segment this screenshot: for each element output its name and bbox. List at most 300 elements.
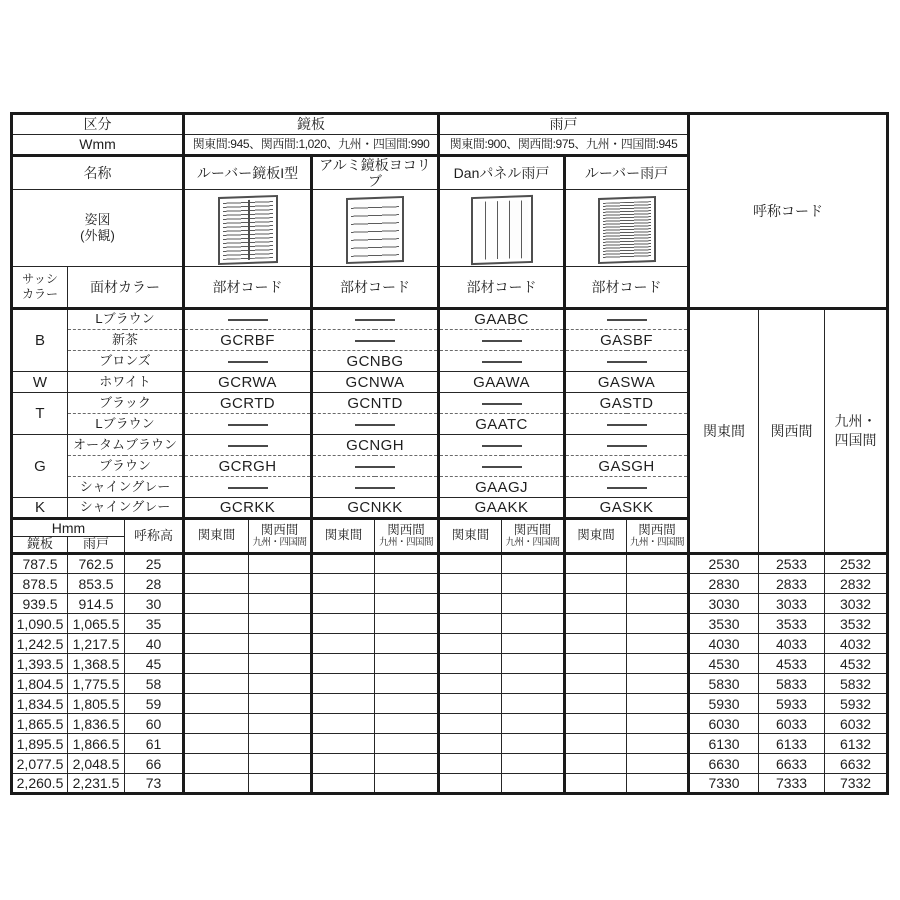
menzai-color-name: オータムブラウン xyxy=(68,435,184,456)
figure-cell xyxy=(439,190,565,267)
no-code-dash xyxy=(607,487,647,489)
buzai-code-cell: GASTD xyxy=(565,393,689,414)
empty-code-cell xyxy=(312,554,375,574)
empty-code-cell xyxy=(502,554,565,574)
sub-header-kansai-kyushu xyxy=(249,519,312,554)
kosho-daka-label: 呼称高 xyxy=(125,519,184,554)
empty-code-cell xyxy=(312,754,375,774)
buzai-code-label: 部材コード xyxy=(184,267,312,309)
product-name-louver-kagamiita: ルーバー鏡板I型 xyxy=(184,156,312,190)
h-amado-value: 2,048.5 xyxy=(68,754,125,774)
empty-code-cell xyxy=(249,574,312,594)
buzai-code-cell: GCRWA xyxy=(184,372,312,393)
buzai-code-label: 部材コード xyxy=(312,267,439,309)
kosho-code-value: 3030 xyxy=(689,594,759,614)
h-amado-value: 2,231.5 xyxy=(68,774,125,794)
empty-code-cell xyxy=(502,734,565,754)
size-row xyxy=(12,694,888,714)
menzai-color-label: 面材カラー xyxy=(68,267,184,309)
buzai-code-cell xyxy=(565,309,689,330)
no-code-dash xyxy=(355,466,395,468)
sugata-line2: (外観) xyxy=(80,228,115,244)
kosho-code-value: 3032 xyxy=(825,594,888,614)
kosho-daka-value: 66 xyxy=(125,754,184,774)
empty-code-cell xyxy=(502,694,565,714)
size-row xyxy=(12,714,888,734)
h-kagamiita-value: 1,895.5 xyxy=(12,734,68,754)
buzai-code-cell: GAAKK xyxy=(439,498,565,519)
kosho-code-value: 2530 xyxy=(689,554,759,574)
empty-code-cell xyxy=(439,554,502,574)
sub-header-kansai-kyushu xyxy=(502,519,565,554)
empty-code-cell xyxy=(184,654,249,674)
sub-kyushu-text: 九州・四国間 xyxy=(505,536,560,548)
empty-code-cell xyxy=(312,734,375,754)
figure-cell xyxy=(184,190,312,267)
empty-code-cell xyxy=(312,774,375,794)
h-kagamiita-value: 939.5 xyxy=(12,594,68,614)
kosho-code-value: 6132 xyxy=(825,734,888,754)
buzai-code-cell: GASBF xyxy=(565,330,689,351)
empty-code-cell xyxy=(375,694,439,714)
kosho-code-value: 6630 xyxy=(689,754,759,774)
empty-code-cell xyxy=(627,734,689,754)
buzai-code-cell xyxy=(439,351,565,372)
kosho-code-value: 5932 xyxy=(825,694,888,714)
empty-code-cell xyxy=(502,594,565,614)
empty-code-cell xyxy=(184,774,249,794)
buzai-code-cell: GCNWA xyxy=(312,372,439,393)
empty-code-cell xyxy=(627,614,689,634)
region-header: 九州・ 四国間 xyxy=(825,309,888,554)
h-kagamiita-value: 1,804.5 xyxy=(12,674,68,694)
kosho-daka-value: 35 xyxy=(125,614,184,634)
empty-code-cell xyxy=(312,574,375,594)
empty-code-cell xyxy=(184,694,249,714)
empty-code-cell xyxy=(502,654,565,674)
empty-code-cell xyxy=(312,594,375,614)
kosho-code-value: 7332 xyxy=(825,774,888,794)
buzai-code-label: 部材コード xyxy=(565,267,689,309)
sash-color-T: T xyxy=(12,393,68,435)
wmm-label: Wmm xyxy=(12,135,184,156)
buzai-code-cell xyxy=(184,309,312,330)
buzai-code-cell: GASWA xyxy=(565,372,689,393)
empty-code-cell xyxy=(502,674,565,694)
h-kagamiita-value: 1,834.5 xyxy=(12,694,68,714)
empty-code-cell xyxy=(312,714,375,734)
figure-cell xyxy=(565,190,689,267)
empty-code-cell xyxy=(502,754,565,774)
no-code-dash xyxy=(228,424,268,426)
kosho-code-value: 4033 xyxy=(759,634,825,654)
sub-kansai-text: 関西間 xyxy=(638,523,676,538)
empty-code-cell xyxy=(312,634,375,654)
menzai-color-name: シャイングレー xyxy=(68,498,184,519)
sub-kansai-text: 関西間 xyxy=(387,523,425,538)
sub-header-kanto: 関東間 xyxy=(565,519,627,554)
empty-code-cell xyxy=(312,654,375,674)
empty-code-cell xyxy=(502,774,565,794)
size-row xyxy=(12,734,888,754)
empty-code-cell xyxy=(565,734,627,754)
buzai-code-cell xyxy=(439,456,565,477)
empty-code-cell xyxy=(249,594,312,614)
sash-color-G: G xyxy=(12,435,68,498)
empty-code-cell xyxy=(439,654,502,674)
no-code-dash xyxy=(355,487,395,489)
buzai-code-cell: GASGH xyxy=(565,456,689,477)
h-kagamiita-value: 2,260.5 xyxy=(12,774,68,794)
no-code-dash xyxy=(228,445,268,447)
empty-code-cell xyxy=(249,754,312,774)
kosho-code-value: 2832 xyxy=(825,574,888,594)
kosho-code-value: 4032 xyxy=(825,634,888,654)
h-kagamiita-value: 1,090.5 xyxy=(12,614,68,634)
empty-code-cell xyxy=(627,654,689,674)
menzai-color-name: ホワイト xyxy=(68,372,184,393)
buzai-code-cell xyxy=(184,414,312,435)
sub-kansai-text: 関西間 xyxy=(513,523,552,538)
hmm-label: Hmm xyxy=(12,519,125,537)
buzai-code-cell: GAAGJ xyxy=(439,477,565,498)
empty-code-cell xyxy=(439,634,502,654)
empty-code-cell xyxy=(312,614,375,634)
menzai-color-name: ブラウン xyxy=(68,456,184,477)
h-amado-value: 853.5 xyxy=(68,574,125,594)
no-code-dash xyxy=(228,319,268,321)
kosho-code-value: 6133 xyxy=(759,734,825,754)
empty-code-cell xyxy=(249,734,312,754)
empty-code-cell xyxy=(627,754,689,774)
empty-code-cell xyxy=(439,574,502,594)
buzai-code-label: 部材コード xyxy=(439,267,565,309)
kosho-code-value: 5833 xyxy=(759,674,825,694)
kosho-daka-value: 45 xyxy=(125,654,184,674)
empty-code-cell xyxy=(184,674,249,694)
buzai-code-cell: GAATC xyxy=(439,414,565,435)
buzai-code-cell: GCRKK xyxy=(184,498,312,519)
kosho-code-value: 4530 xyxy=(689,654,759,674)
sash-color-label xyxy=(12,267,68,309)
kosho-code-value: 3533 xyxy=(759,614,825,634)
empty-code-cell xyxy=(439,734,502,754)
no-code-dash xyxy=(228,361,268,363)
sugata-line1: 姿図 xyxy=(84,211,111,227)
no-code-dash xyxy=(355,424,395,426)
sub-header-kanto: 関東間 xyxy=(184,519,249,554)
product-name-louver-amado: ルーバー雨戸 xyxy=(565,156,689,190)
empty-code-cell xyxy=(184,754,249,774)
sash-line2: カラー xyxy=(21,287,58,302)
size-row xyxy=(12,594,888,614)
kosho-code-value: 3033 xyxy=(759,594,825,614)
kosho-code-value: 3530 xyxy=(689,614,759,634)
h-amado-value: 914.5 xyxy=(68,594,125,614)
empty-code-cell xyxy=(439,774,502,794)
kosho-code-value: 5830 xyxy=(689,674,759,694)
menzai-color-name: Lブラウン xyxy=(68,414,184,435)
empty-code-cell xyxy=(249,774,312,794)
empty-code-cell xyxy=(565,554,627,574)
empty-code-cell xyxy=(502,714,565,734)
buzai-code-cell xyxy=(565,351,689,372)
sub-kyushu-text: 九州・四国間 xyxy=(379,536,434,548)
empty-code-cell xyxy=(627,574,689,594)
kosho-code-value: 5933 xyxy=(759,694,825,714)
kosho-daka-value: 73 xyxy=(125,774,184,794)
kosho-code-value: 2532 xyxy=(825,554,888,574)
sub-header-kansai-kyushu xyxy=(375,519,439,554)
empty-code-cell xyxy=(565,574,627,594)
kosho-daka-value: 61 xyxy=(125,734,184,754)
kosho-code-value: 6632 xyxy=(825,754,888,774)
dense-louver-figure-icon xyxy=(598,196,656,264)
product-name-alumi-kagamiita: アルミ鏡板ヨコリブ xyxy=(312,156,439,190)
kosho-code-value: 4030 xyxy=(689,634,759,654)
empty-code-cell xyxy=(375,734,439,754)
empty-code-cell xyxy=(565,774,627,794)
sub-header-kanto: 関東間 xyxy=(439,519,502,554)
h-kagamiita-value: 1,242.5 xyxy=(12,634,68,654)
group-amado-label: 雨戸 xyxy=(439,114,689,135)
empty-code-cell xyxy=(565,694,627,714)
empty-code-cell xyxy=(375,594,439,614)
sub-kansai-text: 関西間 xyxy=(260,523,299,538)
buzai-code-cell xyxy=(312,456,439,477)
empty-code-cell xyxy=(565,634,627,654)
buzai-code-cell: GAABC xyxy=(439,309,565,330)
empty-code-cell xyxy=(375,714,439,734)
size-row xyxy=(12,654,888,674)
empty-code-cell xyxy=(627,554,689,574)
buzai-code-cell: GCNGH xyxy=(312,435,439,456)
kosho-code-value: 6033 xyxy=(759,714,825,734)
empty-code-cell xyxy=(375,554,439,574)
empty-code-cell xyxy=(565,674,627,694)
empty-code-cell xyxy=(439,754,502,774)
size-row xyxy=(12,634,888,654)
no-code-dash xyxy=(607,424,647,426)
buzai-code-cell: GCRBF xyxy=(184,330,312,351)
empty-code-cell xyxy=(375,674,439,694)
menzai-color-name: Lブラウン xyxy=(68,309,184,330)
buzai-code-cell xyxy=(312,309,439,330)
h-amado-value: 1,805.5 xyxy=(68,694,125,714)
color-code-row xyxy=(12,309,888,330)
no-code-dash xyxy=(482,403,522,405)
no-code-dash xyxy=(482,466,522,468)
hmm-kagamiita-label: 鏡板 xyxy=(12,537,68,554)
empty-code-cell xyxy=(184,614,249,634)
empty-code-cell xyxy=(249,614,312,634)
empty-code-cell xyxy=(249,634,312,654)
no-code-dash xyxy=(607,319,647,321)
empty-code-cell xyxy=(249,714,312,734)
menzai-color-name: シャイングレー xyxy=(68,477,184,498)
kosho-code-value: 4533 xyxy=(759,654,825,674)
h-amado-value: 762.5 xyxy=(68,554,125,574)
no-code-dash xyxy=(228,487,268,489)
kosho-daka-value: 58 xyxy=(125,674,184,694)
figure-cell xyxy=(312,190,439,267)
buzai-code-cell: GCRGH xyxy=(184,456,312,477)
wmm-kagamiita-value: 関東間:945、関西間:1,020、九州・四国間:990 xyxy=(184,135,439,156)
sash-color-W: W xyxy=(12,372,68,393)
empty-code-cell xyxy=(184,594,249,614)
buzai-code-cell: GCNTD xyxy=(312,393,439,414)
buzai-code-cell xyxy=(184,435,312,456)
region-header: 関西間 xyxy=(759,309,825,554)
empty-code-cell xyxy=(249,654,312,674)
empty-code-cell xyxy=(184,574,249,594)
kosho-daka-value: 25 xyxy=(125,554,184,574)
no-code-dash xyxy=(355,340,395,342)
empty-code-cell xyxy=(502,634,565,654)
h-amado-value: 1,775.5 xyxy=(68,674,125,694)
kosho-daka-value: 28 xyxy=(125,574,184,594)
kubun-row xyxy=(12,114,888,135)
h-kagamiita-value: 2,077.5 xyxy=(12,754,68,774)
vertical-panel-figure-icon xyxy=(471,195,533,265)
empty-code-cell xyxy=(565,714,627,734)
meisho-label: 名称 xyxy=(12,156,184,190)
buzai-code-cell xyxy=(439,435,565,456)
sugata-label xyxy=(12,190,184,267)
empty-code-cell xyxy=(249,694,312,714)
region-header: 関東間 xyxy=(689,309,759,554)
empty-code-cell xyxy=(565,614,627,634)
buzai-code-cell xyxy=(184,351,312,372)
kosho-code-value: 6030 xyxy=(689,714,759,734)
no-code-dash xyxy=(607,361,647,363)
kosho-code-value: 6032 xyxy=(825,714,888,734)
kosho-code-label: 呼称コード xyxy=(689,114,888,309)
empty-code-cell xyxy=(502,574,565,594)
sub-header-kansai-kyushu xyxy=(627,519,689,554)
kosho-code-value: 2833 xyxy=(759,574,825,594)
no-code-dash xyxy=(355,319,395,321)
empty-code-cell xyxy=(375,614,439,634)
empty-code-cell xyxy=(439,614,502,634)
h-amado-value: 1,368.5 xyxy=(68,654,125,674)
empty-code-cell xyxy=(375,754,439,774)
empty-code-cell xyxy=(627,714,689,734)
h-amado-value: 1,217.5 xyxy=(68,634,125,654)
kosho-daka-value: 30 xyxy=(125,594,184,614)
kosho-daka-value: 60 xyxy=(125,714,184,734)
empty-code-cell xyxy=(375,634,439,654)
kosho-code-value: 6130 xyxy=(689,734,759,754)
horizontal-rib-panel-figure-icon xyxy=(346,196,404,264)
menzai-color-name: ブラック xyxy=(68,393,184,414)
empty-code-cell xyxy=(249,674,312,694)
wmm-amado-value: 関東間:900、関西間:975、九州・四国間:945 xyxy=(439,135,689,156)
buzai-code-cell xyxy=(312,330,439,351)
sub-kyushu-text: 九州・四国間 xyxy=(252,536,307,548)
empty-code-cell xyxy=(565,754,627,774)
kosho-code-value: 5832 xyxy=(825,674,888,694)
hmm-amado-label: 雨戸 xyxy=(68,537,125,554)
size-row xyxy=(12,614,888,634)
empty-code-cell xyxy=(249,554,312,574)
buzai-code-cell xyxy=(439,330,565,351)
h-kagamiita-value: 878.5 xyxy=(12,574,68,594)
h-amado-value: 1,836.5 xyxy=(68,714,125,734)
buzai-code-cell: GCRTD xyxy=(184,393,312,414)
size-row xyxy=(12,774,888,794)
buzai-code-cell: GCNKK xyxy=(312,498,439,519)
empty-code-cell xyxy=(627,774,689,794)
kosho-code-value: 3532 xyxy=(825,614,888,634)
size-row xyxy=(12,754,888,774)
size-row xyxy=(12,574,888,594)
empty-code-cell xyxy=(312,694,375,714)
kosho-daka-value: 59 xyxy=(125,694,184,714)
no-code-dash xyxy=(482,361,522,363)
kosho-daka-value: 40 xyxy=(125,634,184,654)
empty-code-cell xyxy=(184,734,249,754)
size-row xyxy=(12,554,888,574)
buzai-code-cell: GAAWA xyxy=(439,372,565,393)
kosho-code-value: 5930 xyxy=(689,694,759,714)
empty-code-cell xyxy=(375,774,439,794)
empty-code-cell xyxy=(627,694,689,714)
buzai-code-cell xyxy=(312,477,439,498)
color-code-body xyxy=(12,309,888,554)
h-kagamiita-value: 1,865.5 xyxy=(12,714,68,734)
empty-code-cell xyxy=(184,714,249,734)
kosho-code-value: 6633 xyxy=(759,754,825,774)
no-code-dash xyxy=(482,340,522,342)
empty-code-cell xyxy=(375,654,439,674)
buzai-code-cell: GASKK xyxy=(565,498,689,519)
sub-header-kanto: 関東間 xyxy=(312,519,375,554)
empty-code-cell xyxy=(627,674,689,694)
h-amado-value: 1,065.5 xyxy=(68,614,125,634)
buzai-code-cell xyxy=(565,477,689,498)
size-row xyxy=(12,674,888,694)
sash-color-B: B xyxy=(12,309,68,372)
h-kagamiita-value: 1,393.5 xyxy=(12,654,68,674)
louver-double-panel-figure-icon xyxy=(218,195,278,265)
sub-kyushu-text: 九州・四国間 xyxy=(630,536,685,548)
empty-code-cell xyxy=(439,694,502,714)
kosho-code-value: 7330 xyxy=(689,774,759,794)
empty-code-cell xyxy=(627,594,689,614)
empty-code-cell xyxy=(565,594,627,614)
kosho-code-value: 4532 xyxy=(825,654,888,674)
spec-table xyxy=(10,112,889,795)
menzai-color-name: ブロンズ xyxy=(68,351,184,372)
kubun-label: 区分 xyxy=(12,114,184,135)
h-amado-value: 1,866.5 xyxy=(68,734,125,754)
kosho-code-value: 2533 xyxy=(759,554,825,574)
product-name-dan-panel-amado: Danパネル雨戸 xyxy=(439,156,565,190)
empty-code-cell xyxy=(439,594,502,614)
empty-code-cell xyxy=(439,674,502,694)
empty-code-cell xyxy=(375,574,439,594)
buzai-code-cell: GCNBG xyxy=(312,351,439,372)
buzai-code-cell xyxy=(439,393,565,414)
empty-code-cell xyxy=(565,654,627,674)
empty-code-cell xyxy=(439,714,502,734)
empty-code-cell xyxy=(502,614,565,634)
no-code-dash xyxy=(482,445,522,447)
kosho-code-value: 7333 xyxy=(759,774,825,794)
empty-code-cell xyxy=(184,554,249,574)
sash-color-K: K xyxy=(12,498,68,519)
